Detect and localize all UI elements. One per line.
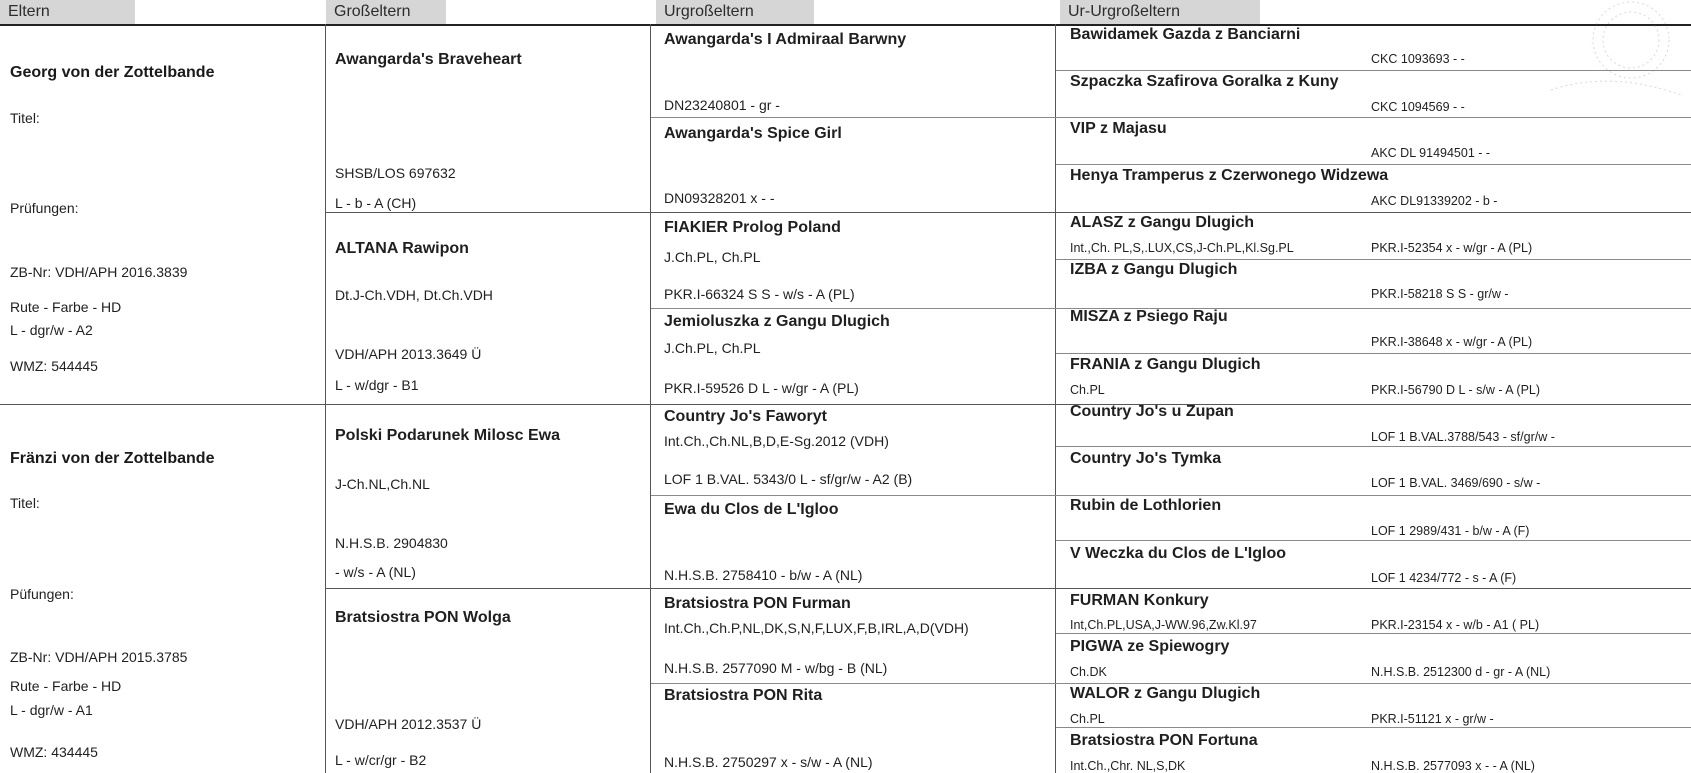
dog-name: ALASZ z Gangu Dlugich xyxy=(1070,214,1254,231)
header-divider xyxy=(0,24,1691,26)
dog-name: Bratsiostra PON Fortuna xyxy=(1070,732,1258,749)
registration: PKR.I-23154 x - w/b - A1 ( PL) xyxy=(1371,618,1540,632)
divider-ggp-1 xyxy=(651,117,1691,118)
registration: CKC 1093693 - - xyxy=(1371,52,1465,66)
registration: PKR.I-58218 S S - gr/w - xyxy=(1371,287,1509,301)
titles: Int,Ch.PL,USA,J-WW.96,Zw.Kl.97 xyxy=(1070,618,1257,632)
parent-name: Georg von der Zottelbande xyxy=(10,64,215,81)
dog-name: Awangarda's Spice Girl xyxy=(664,125,842,142)
rute-farbe-hd-label: Rute - Farbe - HD xyxy=(10,299,122,315)
dog-name: FURMAN Konkury xyxy=(1070,592,1209,609)
titel-label: Titel: xyxy=(10,110,40,126)
color-hd-value: L - dgr/w - A1 xyxy=(10,702,93,718)
titles: Int.Ch.,Chr. NL,S,DK xyxy=(1070,759,1186,773)
registration: LOF 1 B.VAL. 5343/0 L - sf/gr/w - A2 (B) xyxy=(664,471,913,487)
registration: N.H.S.B. 2750297 x - s/w - A (NL) xyxy=(664,754,873,770)
titles: J-Ch.NL,Ch.NL xyxy=(335,476,430,492)
dog-name: Jemioluszka z Gangu Dlugich xyxy=(664,313,890,330)
divider-ggp-5 xyxy=(651,495,1691,496)
registration: VDH/APH 2013.3649 Ü xyxy=(335,346,482,362)
wmz-value: WMZ: 544445 xyxy=(10,358,98,374)
titles: Int.Ch.,Ch.NL,B,D,E-Sg.2012 (VDH) xyxy=(664,433,889,449)
titles: J.Ch.PL, Ch.PL xyxy=(664,249,761,265)
registration: LOF 1 4234/772 - s - A (F) xyxy=(1371,571,1517,585)
dog-name: IZBA z Gangu Dlugich xyxy=(1070,261,1238,278)
registration: VDH/APH 2012.3537 Ü xyxy=(335,716,482,732)
registration: PKR.I-38648 x - w/gr - A (PL) xyxy=(1371,335,1533,349)
divider-gggp-11 xyxy=(1056,540,1691,541)
dog-name: Country Jo's Tymka xyxy=(1070,450,1222,467)
registration: LOF 1 B.VAL.3788/543 - sf/gr/w - xyxy=(1371,430,1555,444)
header-urgrosseltern: Urgroßeltern xyxy=(656,0,814,24)
header-grosseltern: Großeltern xyxy=(326,0,446,24)
divider-ggp-7 xyxy=(651,683,1691,684)
wmz-value: WMZ: 434445 xyxy=(10,744,98,760)
titles: Int.,Ch. PL,S,.LUX,CS,J-Ch.PL,Kl.Sg.PL xyxy=(1070,241,1294,255)
dog-name: Bratsiostra PON Wolga xyxy=(335,609,511,626)
color-hd: L - w/cr/gr - B2 xyxy=(335,752,427,768)
pruefungen-label: Püfungen: xyxy=(10,586,74,602)
registration: CKC 1094569 - - xyxy=(1371,100,1465,114)
color-hd: L - w/dgr - B1 xyxy=(335,377,419,393)
divider-gggp-1 xyxy=(1056,70,1691,71)
titles: Dt.J-Ch.VDH, Dt.Ch.VDH xyxy=(335,287,493,303)
dog-name: Awangarda's I Admiraal Barwny xyxy=(664,31,907,48)
dog-name: Polski Podarunek Milosc Ewa xyxy=(335,427,560,444)
registration: LOF 1 2989/431 - b/w - A (F) xyxy=(1371,524,1530,538)
registration: PKR.I-59526 D L - w/gr - A (PL) xyxy=(664,380,859,396)
divider-gp-3 xyxy=(326,588,1691,589)
rute-farbe-hd-label: Rute - Farbe - HD xyxy=(10,678,122,694)
dog-name: Ewa du Clos de L'Igloo xyxy=(664,501,839,518)
header-eltern: Eltern xyxy=(0,0,135,24)
stamp-mark xyxy=(1521,0,1691,110)
dog-name: Country Jo's u Zupan xyxy=(1070,403,1234,420)
color-hd: L - b - A (CH) xyxy=(335,195,417,211)
registration: PKR.I-51121 x - gr/w - xyxy=(1371,712,1494,726)
divider-gggp-13 xyxy=(1056,633,1691,634)
titel-label: Titel: xyxy=(10,495,40,511)
dog-name: Bratsiostra PON Rita xyxy=(664,687,823,704)
dog-name: Szpaczka Szafirova Goralka z Kuny xyxy=(1070,73,1339,90)
dog-name: Bratsiostra PON Furman xyxy=(664,595,851,612)
titles: Int.Ch.,Ch.P,NL,DK,S,N,F,LUX,F,B,IRL,A,D(VDH) xyxy=(664,620,969,636)
color-hd: - w/s - A (NL) xyxy=(335,564,416,580)
dog-name: VIP z Majasu xyxy=(1070,120,1167,137)
dog-name: FRANIA z Gangu Dlugich xyxy=(1070,356,1261,373)
divider-gp-1 xyxy=(326,212,1691,213)
divider-col-3 xyxy=(1055,24,1056,773)
registration: DN23240801 - gr - xyxy=(664,97,780,113)
titles: J.Ch.PL, Ch.PL xyxy=(664,340,761,356)
dog-name: FIAKIER Prolog Poland xyxy=(664,219,841,236)
dog-name: Awangarda's Braveheart xyxy=(335,51,522,68)
dog-name: V Weczka du Clos de L'Igloo xyxy=(1070,545,1286,562)
dog-name: PIGWA ze Spiewogry xyxy=(1070,638,1230,655)
registration: SHSB/LOS 697632 xyxy=(335,165,456,181)
pruefungen-label: Prüfungen: xyxy=(10,200,79,216)
divider-gggp-5 xyxy=(1056,259,1691,260)
divider-gggp-15 xyxy=(1056,727,1691,728)
divider-gggp-3 xyxy=(1056,164,1691,165)
registration: N.H.S.B. 2758410 - b/w - A (NL) xyxy=(664,567,863,583)
registration: AKC DL91339202 - b - xyxy=(1371,194,1498,208)
dog-name: Country Jo's Faworyt xyxy=(664,408,827,425)
registration: PKR.I-66324 S S - w/s - A (PL) xyxy=(664,286,855,302)
divider-gggp-7 xyxy=(1056,353,1691,354)
registration: N.H.S.B. 2512300 d - gr - A (NL) xyxy=(1371,665,1551,679)
divider-parents xyxy=(0,404,1691,405)
parent-name: Fränzi von der Zottelbande xyxy=(10,450,215,467)
titles: Ch.DK xyxy=(1070,665,1107,679)
zb-number: ZB-Nr: VDH/APH 2015.3785 xyxy=(10,649,188,665)
zb-number: ZB-Nr: VDH/APH 2016.3839 xyxy=(10,264,188,280)
dog-name: WALOR z Gangu Dlugich xyxy=(1070,685,1261,702)
divider-gggp-9 xyxy=(1056,446,1691,447)
registration: PKR.I-56790 D L - s/w - A (PL) xyxy=(1371,383,1541,397)
dog-name: MISZA z Psiego Raju xyxy=(1070,308,1228,325)
registration: N.H.S.B. 2577093 x - - A (NL) xyxy=(1371,759,1535,773)
titles: Ch.PL xyxy=(1070,383,1105,397)
registration: AKC DL 91494501 - - xyxy=(1371,146,1491,160)
dog-name: Bawidamek Gazda z Banciarni xyxy=(1070,26,1301,43)
registration: PKR.I-52354 x - w/gr - A (PL) xyxy=(1371,241,1533,255)
divider-col-1 xyxy=(325,24,326,773)
dog-name: ALTANA Rawipon xyxy=(335,240,469,257)
registration: N.H.S.B. 2904830 xyxy=(335,535,448,551)
titles: Ch.PL xyxy=(1070,712,1105,726)
registration: LOF 1 B.VAL. 3469/690 - s/w - xyxy=(1371,476,1541,490)
registration: N.H.S.B. 2577090 M - w/bg - B (NL) xyxy=(664,660,888,676)
divider-col-2 xyxy=(650,24,651,773)
registration: DN09328201 x - - xyxy=(664,190,775,206)
header-ur-urgrosseltern: Ur-Urgroßeltern xyxy=(1060,0,1260,24)
color-hd-value: L - dgr/w - A2 xyxy=(10,322,93,338)
dog-name: Rubin de Lothlorien xyxy=(1070,497,1222,514)
dog-name: Henya Tramperus z Czerwonego Widzewa xyxy=(1070,167,1389,184)
